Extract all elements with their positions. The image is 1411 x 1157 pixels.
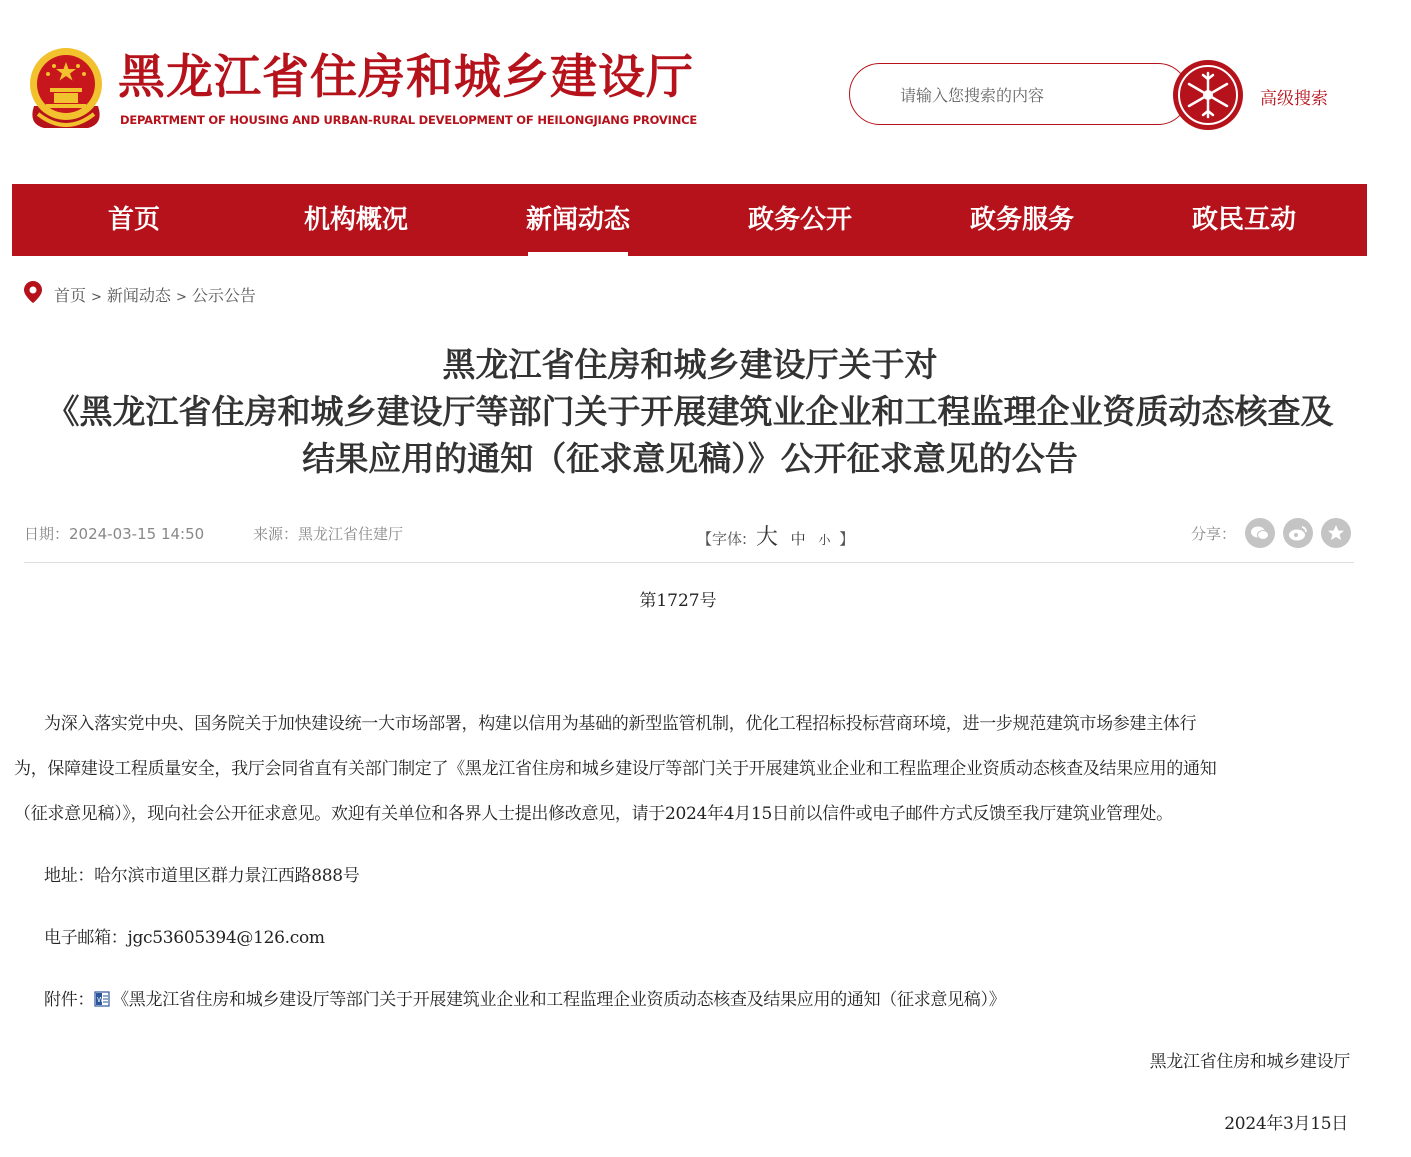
breadcrumb-notices[interactable]: 公示公告 — [191, 286, 256, 305]
breadcrumb-separator: > — [91, 290, 102, 305]
signature: 黑龙江省住房和城乡建设厅 — [1149, 1052, 1350, 1072]
body-paragraph-line-1: 为深入落实党中央、国务院关于加快建设统一大市场部署，构建以信用为基础的新型监管机制，优化工程招标投标营商环境，进一步规范建筑市场参建主体行 — [44, 714, 1197, 734]
article-title-line-3: 结果应用的通知（征求意见稿）》公开征求意见的公告 — [302, 439, 1078, 478]
svg-text:W: W — [97, 996, 104, 1004]
advanced-search-link[interactable]: 高级搜索 — [1260, 89, 1328, 109]
main-nav — [12, 184, 1367, 256]
article-title-line-1: 黑龙江省住房和城乡建设厅关于对 — [442, 345, 938, 384]
article-source: 来源：黑龙江省住建厅 — [253, 525, 404, 543]
address-line: 地址：哈尔滨市道里区群力景江西路888号 — [44, 866, 360, 886]
nav-news[interactable]: 新闻动态 — [478, 184, 678, 256]
attachment-link[interactable]: 《黑龙江省住房和城乡建设厅等部门关于开展建筑业企业和工程监理企业资质动态核查及结果应用的通知（征求意见稿）》 — [112, 990, 1006, 1010]
attachment-label: 附件： — [44, 990, 95, 1010]
article-date: 日期：2024-03-15 14:50 — [24, 525, 205, 543]
favorite-star-icon[interactable] — [1321, 518, 1351, 548]
breadcrumb-home[interactable]: 首页 — [54, 286, 87, 305]
wechat-share-icon[interactable] — [1245, 518, 1275, 548]
share-label: 分享： — [1191, 525, 1237, 543]
nav-organization[interactable]: 机构概况 — [303, 205, 408, 235]
attachment-line — [44, 985, 1005, 1010]
breadcrumb-separator: > — [175, 290, 187, 305]
location-pin-icon — [24, 281, 42, 303]
nav-interaction[interactable]: 政民互动 — [1191, 205, 1296, 235]
document-number: 第1727号 — [639, 591, 717, 611]
national-emblem-logo — [24, 44, 108, 132]
article-title-line-2: 《黑龙江省住房和城乡建设厅等部门关于开展建筑业企业和工程监理企业资质动态核查及 — [46, 392, 1334, 431]
breadcrumb-news[interactable]: 新闻动态 — [106, 286, 171, 305]
font-size-control — [697, 520, 854, 551]
site-subtitle: DEPARTMENT OF HOUSING AND URBAN-RURAL DEVELOPMENT OF HEILONGJIANG PROVINCE — [120, 113, 698, 127]
sign-date: 2024年3月15日 — [1224, 1114, 1348, 1134]
weibo-share-icon[interactable] — [1283, 518, 1313, 548]
font-small-button[interactable]: 小 — [818, 533, 831, 547]
nav-gov-affairs-open[interactable]: 政务公开 — [747, 205, 852, 235]
email-line: 电子邮箱：jgc53605394@126.com — [44, 928, 325, 948]
body-paragraph-line-3: （征求意见稿）》，现向社会公开征求意见。欢迎有关单位和各界人士提出修改意见，请于2024年4月15日前以信件或电子邮件方式反馈至我厅建筑业管理处。 — [14, 804, 1173, 824]
site-title[interactable]: 黑龙江省住房和城乡建设厅 — [118, 50, 694, 105]
search-box — [849, 63, 1189, 125]
font-control-close: 】 — [839, 530, 855, 548]
word-document-icon — [94, 991, 110, 1007]
search-input[interactable] — [898, 78, 1162, 112]
search-snowflake-icon[interactable] — [1172, 59, 1244, 131]
font-control-open: 【字体: — [697, 530, 748, 548]
nav-gov-services[interactable]: 政务服务 — [969, 205, 1074, 235]
font-medium-button[interactable]: 中 — [790, 530, 806, 548]
meta-divider — [24, 562, 1354, 563]
font-large-button[interactable]: 大 — [755, 525, 778, 550]
nav-home[interactable]: 首页 — [107, 205, 160, 235]
body-paragraph-line-2: 为，保障建设工程质量安全，我厅会同省直有关部门制定了《黑龙江省住房和城乡建设厅等部门关于开展建筑业企业和工程监理企业资质动态核查及结果应用的通知 — [14, 759, 1217, 779]
breadcrumb — [54, 283, 256, 306]
